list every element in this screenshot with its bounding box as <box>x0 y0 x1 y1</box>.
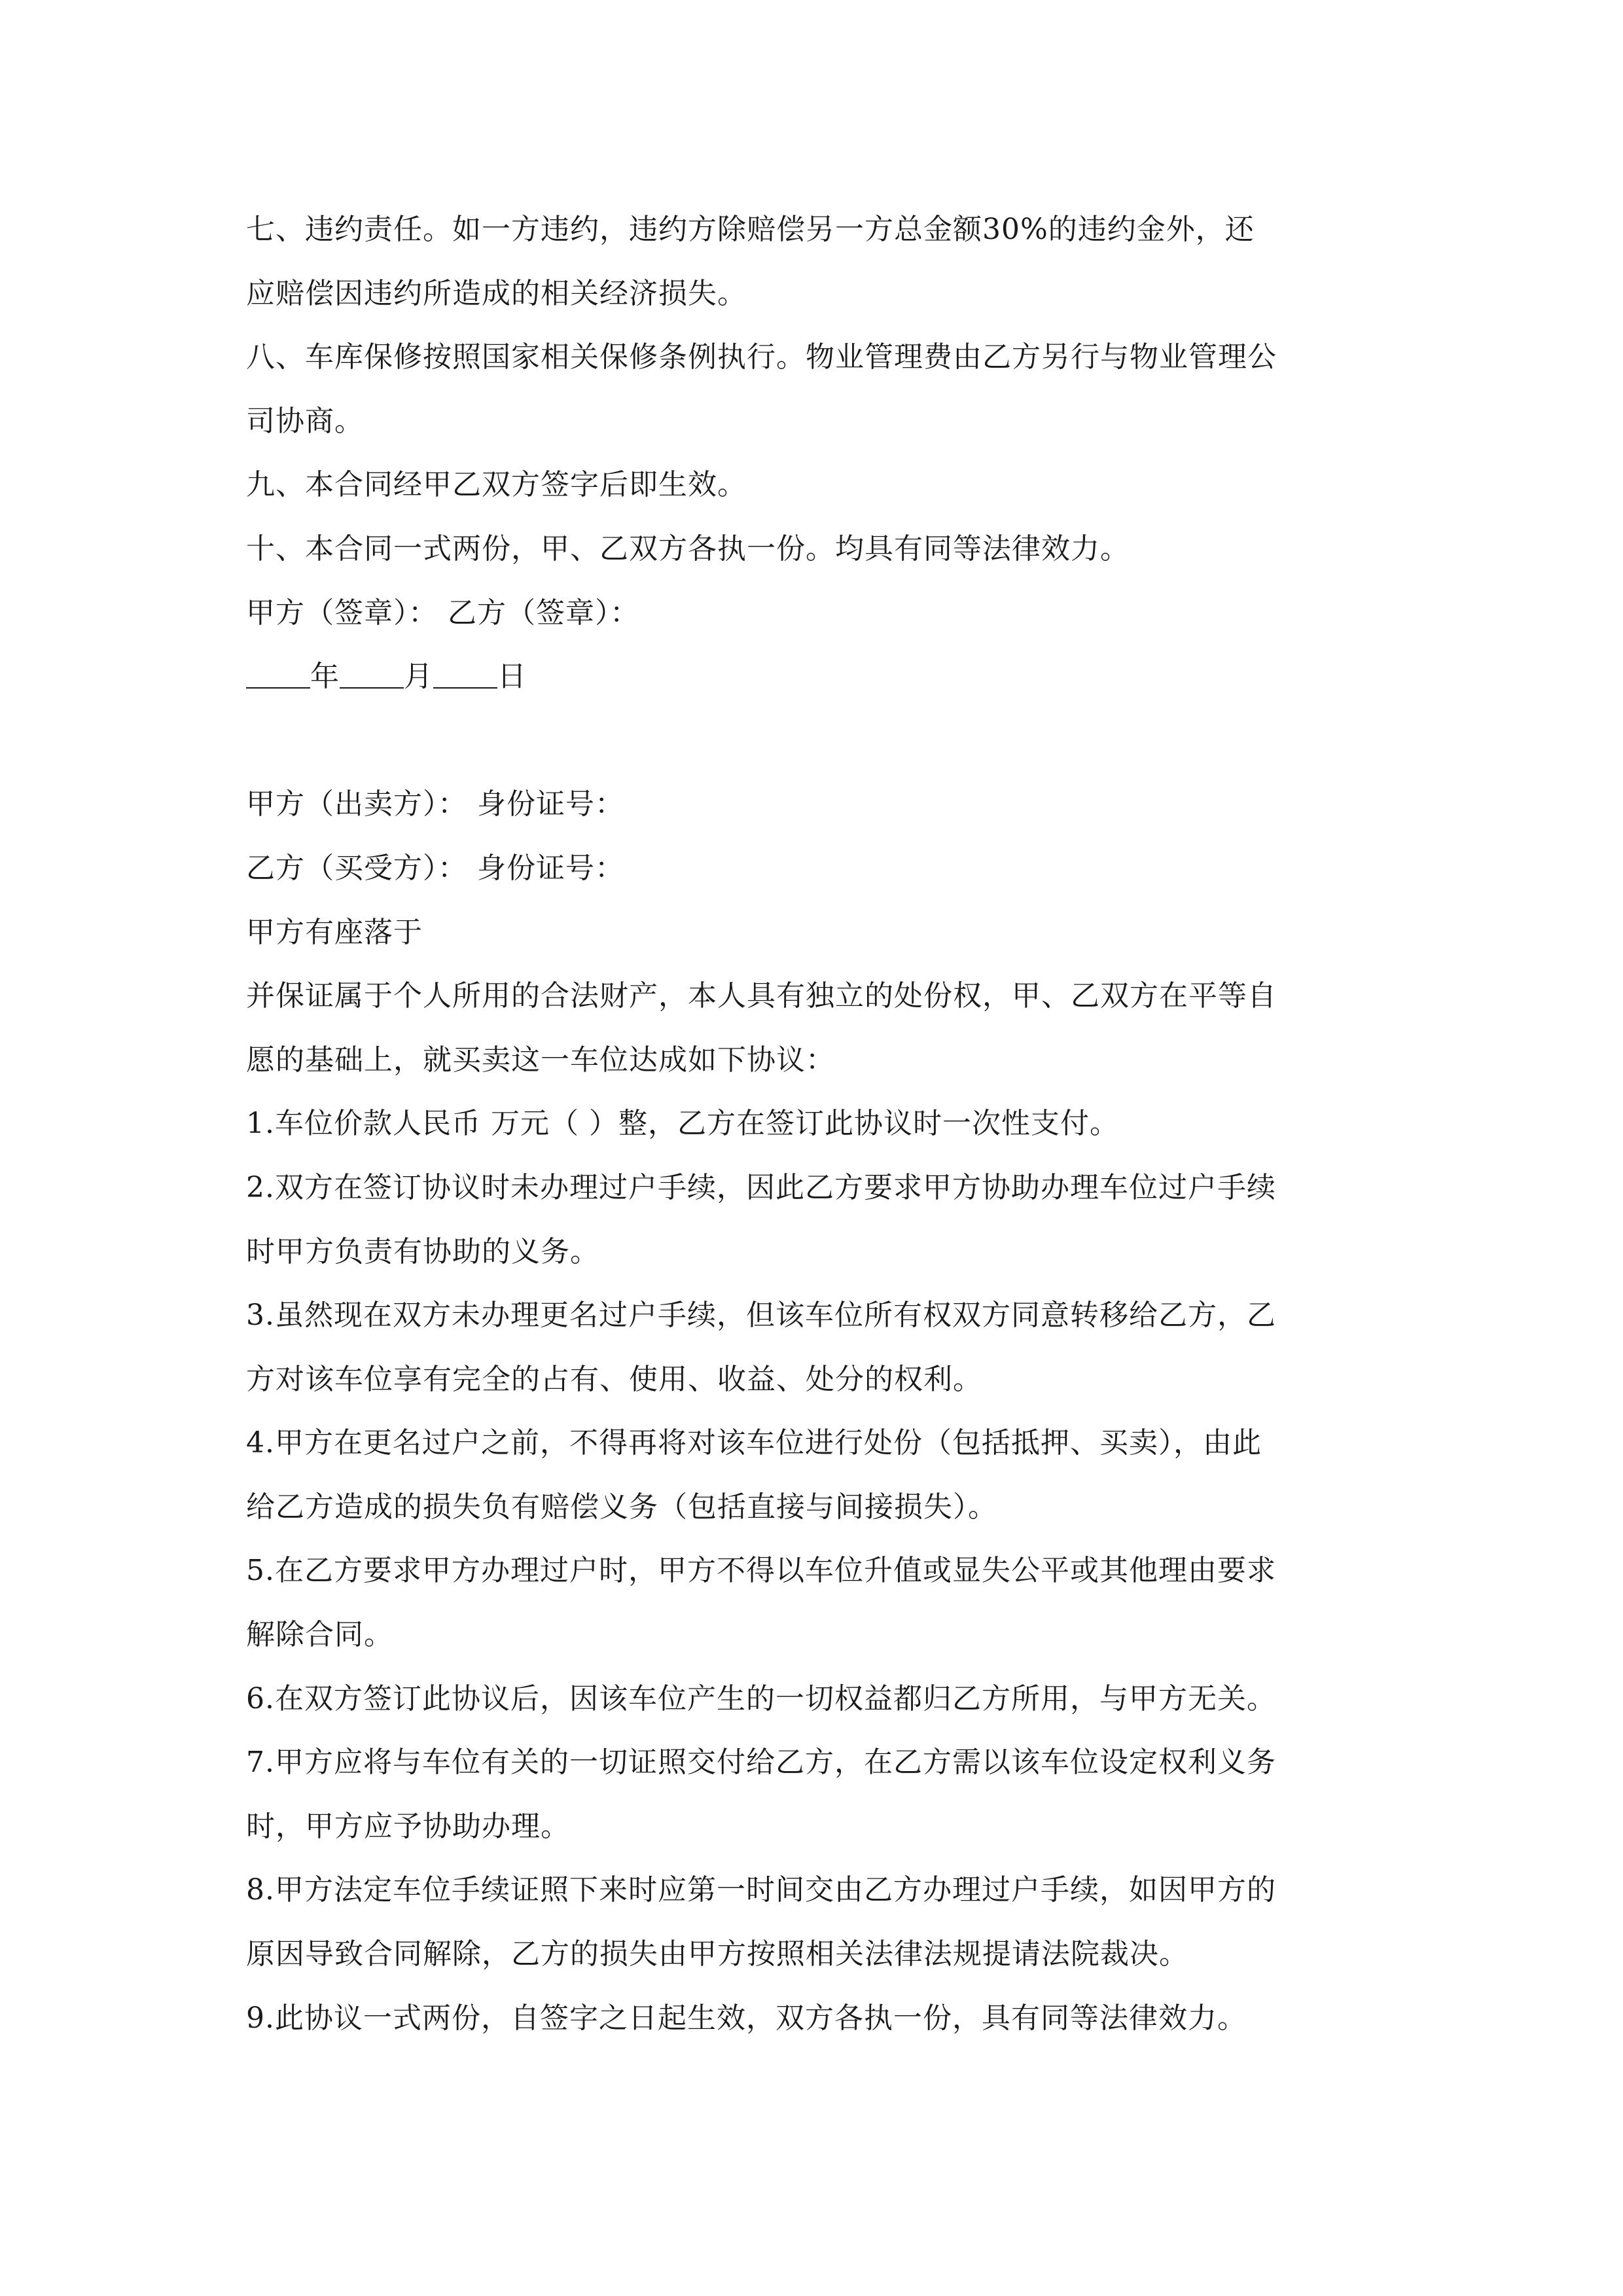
preamble-line-2: 愿的基础上，就买卖这一车位达成如下协议： <box>246 1043 835 1077</box>
term-3-line-2: 方对该车位享有完全的占有、使用、收益、处分的权利。 <box>246 1362 982 1396</box>
clause-7-line-2: 应赔偿因违约所造成的相关经济损失。 <box>246 276 747 310</box>
term-6: 6.在双方签订此协议后，因该车位产生的一切权益都归乙方所用，与甲方无关。 <box>246 1681 1276 1715</box>
term-8-line-2: 原因导致合同解除，乙方的损失由甲方按照相关法律法规提请法院裁决。 <box>246 1937 1188 1971</box>
location-line: 甲方有座落于 <box>246 915 423 949</box>
term-7-line-2: 时，甲方应予协助办理。 <box>246 1809 570 1843</box>
buyer-id-line: 乙方（买受方）： 身份证号： <box>246 851 624 885</box>
term-7-line-1: 7.甲方应将与车位有关的一切证照交付给乙方，在乙方需以该车位设定权利义务 <box>246 1746 1276 1780</box>
term-5-line-1: 5.在乙方要求甲方办理过户时，甲方不得以车位升值或显失公平或其他理由要求 <box>246 1554 1276 1588</box>
document-body <box>246 198 1398 2050</box>
term-2-line-2: 时甲方负责有协助的义务。 <box>246 1234 599 1268</box>
term-4-line-1: 4.甲方在更名过户之前，不得再将对该车位进行处份（包括抵押、买卖），由此 <box>246 1426 1262 1460</box>
year-blank <box>246 661 310 689</box>
date-line <box>246 645 1398 709</box>
term-8-line-1: 8.甲方法定车位手续证照下来时应第一时间交由乙方办理过户手续，如因甲方的 <box>246 1873 1276 1907</box>
section-gap <box>246 709 1398 773</box>
term-9: 9.此协议一式两份，自签字之日起生效，双方各执一份，具有同等法律效力。 <box>246 2001 1247 2035</box>
term-1: 1.车位价款人民币 万元（ ）整，乙方在签订此协议时一次性支付。 <box>246 1107 1119 1141</box>
month-blank <box>340 661 404 689</box>
day-label: 日 <box>497 660 527 694</box>
term-4-line-2: 给乙方造成的损失负有赔偿义务（包括直接与间接损失）。 <box>246 1490 997 1524</box>
clause-9: 九、本合同经甲乙双方签字后即生效。 <box>246 468 747 502</box>
clause-10: 十、本合同一式两份，甲、乙双方各执一份。均具有同等法律效力。 <box>246 531 1130 565</box>
day-blank <box>433 661 497 689</box>
term-2-line-1: 2.双方在签订协议时未办理过户手续，因此乙方要求甲方协助办理车位过户手续 <box>246 1170 1276 1204</box>
clause-8-line-2: 司协商。 <box>246 404 364 438</box>
term-5-line-2: 解除合同。 <box>246 1618 393 1652</box>
preamble-line-1: 并保证属于个人所用的合法财产，本人具有独立的处份权，甲、乙双方在平等自 <box>246 979 1277 1013</box>
year-label: 年 <box>310 660 340 694</box>
term-3-line-1: 3.虽然现在双方未办理更名过户手续，但该车位所有权双方同意转移给乙方，乙 <box>246 1299 1276 1333</box>
seller-id-line: 甲方（出卖方）： 身份证号： <box>246 787 624 821</box>
signature-line: 甲方（签章）： 乙方（签章）： <box>246 596 639 630</box>
clause-8-line-1: 八、车库保修按照国家相关保修条例执行。物业管理费由乙方另行与物业管理公 <box>246 340 1277 374</box>
clause-7-line-1: 七、违约责任。如一方违约，违约方除赔偿另一方总金额30%的违约金外，还 <box>246 213 1255 246</box>
month-label: 月 <box>404 660 433 694</box>
